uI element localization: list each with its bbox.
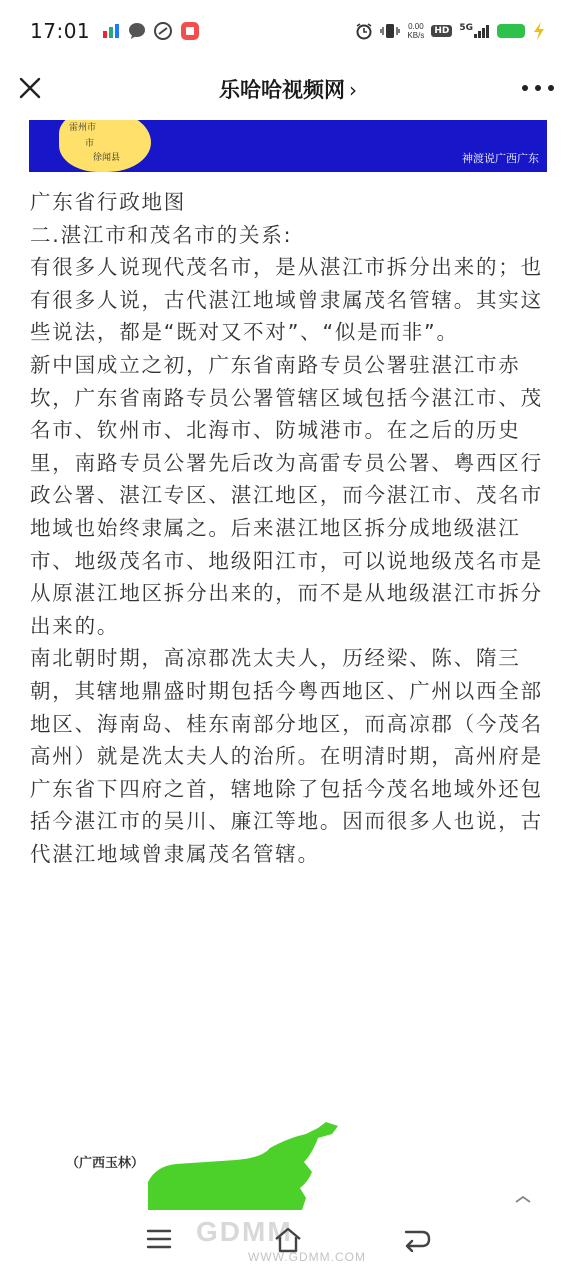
article-paragraph: 广东省行政地图 <box>30 190 187 214</box>
shop-app-icon <box>180 21 200 41</box>
signal-indicator <box>459 24 490 38</box>
system-navigation-bar <box>0 1210 576 1280</box>
map-label: 徐闻县 <box>93 153 121 163</box>
charging-icon <box>532 22 546 40</box>
signal-strength-icon <box>474 24 490 38</box>
page-title: 乐哈哈视频网 <box>219 78 345 102</box>
menu-icon <box>146 1228 172 1250</box>
guangdong-map-image <box>29 120 547 172</box>
more-dot-icon <box>522 85 528 91</box>
back-icon <box>402 1228 432 1252</box>
recent-apps-button[interactable] <box>146 1228 172 1254</box>
article-paragraph: 二.湛江市和茂名市的关系: <box>30 222 293 247</box>
watermark-url: WWW.GDMM.COM <box>248 1250 366 1264</box>
map-label: 雷州市 <box>69 123 97 133</box>
status-time: 17:01 <box>30 19 91 43</box>
more-options-button[interactable] <box>522 76 554 100</box>
map-region-label: （广西玉林） <box>66 1156 145 1171</box>
status-notification-icons <box>102 21 200 41</box>
link-app-icon <box>154 22 172 40</box>
browser-nav-bar <box>0 62 576 118</box>
alarm-icon <box>355 22 373 40</box>
network-speed: 0.00 KB/s <box>407 22 425 40</box>
article-paragraph: 南北朝时期，高凉郡冼太夫人，历经梁、陈、隋三朝，其辖地鼎盛时期包括今粤西地区、广州以西全部地区、海南岛、桂东南部分地区，而高凉郡（今茂名高州）就是冼太夫人的治所。在明清时期，高州府是广东省下四府之首，辖地除了包括今茂名地域外还包括今湛江市的吴川、廉江等地。因而很多人也说，古代湛江地域曾隶属茂名管辖。 <box>30 646 543 866</box>
message-icon <box>128 22 146 40</box>
more-dot-icon <box>548 85 554 91</box>
battery-icon <box>497 24 525 38</box>
vibrate-icon <box>380 22 400 40</box>
status-bar <box>0 0 576 62</box>
article-scroll-area[interactable] <box>0 118 576 1210</box>
app-notification-icon <box>102 23 120 39</box>
more-dot-icon <box>535 85 541 91</box>
article-paragraph: 新中国成立之初，广东省南路专员公署驻湛江市赤坎，广东省南路专员公署管辖区域包括今湛江市、茂名市、钦州市、北海市、防城港市。在之后的历史里，南路专员公署先后改为高雷专员公署、粤西区行政公署、湛江专区、湛江地区，而今湛江市、茂名市地域也始终隶属之。后来湛江地区拆分成地级湛江市、地级茂名市、地级阳江市，可以说地级茂名市是从原湛江地区拆分出来的，而不是从地级湛江市拆分出来的。 <box>30 352 543 638</box>
article-body <box>30 186 550 870</box>
network-type: 5G <box>459 23 473 33</box>
status-system-icons <box>355 22 546 40</box>
article-paragraph: 有很多人说现代茂名市，是从湛江市拆分出来的；也有很多人说，古代湛江地域曾隶属茂名管辖。其实这些说法，都是“既对又不对”、“似是而非”。 <box>30 255 543 345</box>
chevron-right-icon: › <box>349 78 357 102</box>
hd-voice-badge: HD <box>431 25 452 37</box>
map-caption: 神渡说广西广东 <box>462 152 539 165</box>
back-button[interactable] <box>402 1228 432 1256</box>
zhanjiang-map-image <box>56 1118 556 1210</box>
chevron-up-icon <box>514 1194 532 1204</box>
watermark-logo: GDMM <box>196 1216 293 1247</box>
map-label: 市 <box>85 139 95 149</box>
page-title-link[interactable] <box>0 74 576 104</box>
